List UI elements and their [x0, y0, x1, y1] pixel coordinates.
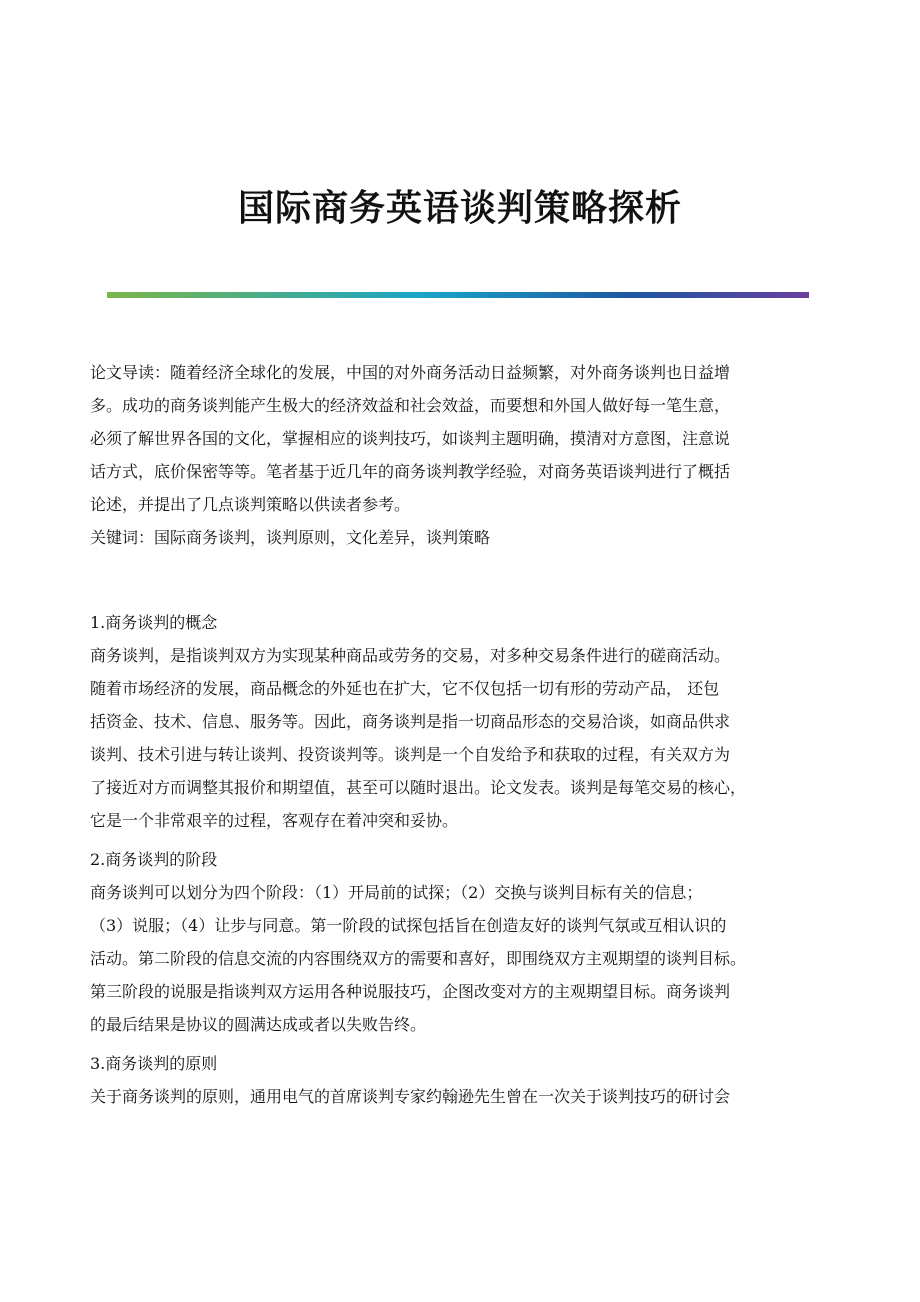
keywords: 关键词：国际商务谈判，谈判原则，文化差异，谈判策略	[90, 528, 491, 547]
section-3	[90, 1047, 842, 1113]
section-1	[90, 606, 842, 837]
paper-body	[90, 356, 842, 1113]
section-line: 随着市场经济的发展，商品概念的外延也在扩大，它不仅包括一切有形的劳动产品， 还包	[90, 679, 720, 698]
abstract-line: 必须了解世界各国的文化，掌握相应的谈判技巧，如谈判主题明确，摸清对方意图，注意说	[90, 429, 731, 448]
section-line: 第三阶段的说服是指谈判双方运用各种说服技巧，企图改变对方的主观期望目标。商务谈判	[90, 982, 731, 1001]
abstract-line: 论文导读：随着经济全球化的发展，中国的对外商务活动日益频繁，对外商务谈判也日益增	[90, 363, 731, 382]
section-line: 它是一个非常艰辛的过程，客观存在着冲突和妥协。	[90, 811, 459, 830]
section-line: 商务谈判，是指谈判双方为实现某种商品或劳务的交易，对多种交易条件进行的磋商活动。	[90, 646, 731, 665]
section-heading: 3.商务谈判的原则	[90, 1054, 218, 1073]
section-line: 谈判、技术引进与转让谈判、投资谈判等。谈判是一个自发给予和获取的过程，有关双方为	[90, 745, 731, 764]
section-heading: 2.商务谈判的阶段	[90, 850, 218, 869]
section-line: （3）说服；（4）让步与同意。第一阶段的试探包括旨在创造友好的谈判气氛或互相认识的	[90, 916, 727, 935]
abstract-line: 话方式，底价保密等等。笔者基于近几年的商务谈判教学经验，对商务英语谈判进行了概括	[90, 462, 731, 481]
abstract-line: 多。成功的商务谈判能产生极大的经济效益和社会效益，而要想和外国人做好每一笔生意，	[90, 396, 731, 415]
section-line: 括资金、技术、信息、服务等。因此，商务谈判是指一切商品形态的交易洽谈，如商品供求	[90, 712, 731, 731]
section-line: 关于商务谈判的原则，通用电气的首席谈判专家约翰逊先生曾在一次关于谈判技巧的研讨会	[90, 1087, 731, 1106]
abstract	[90, 356, 842, 521]
section-heading: 1.商务谈判的概念	[90, 613, 218, 632]
title-divider	[107, 292, 809, 298]
section-line: 了接近对方而调整其报价和期望值，甚至可以随时退出。论文发表。谈判是每笔交易的核心，	[90, 778, 747, 797]
section-2	[90, 843, 842, 1041]
section-line: 活动。第二阶段的信息交流的内容围绕双方的需要和喜好，即围绕双方主观期望的谈判目标。	[90, 949, 747, 968]
section-line: 的最后结果是协议的圆满达成或者以失败告终。	[90, 1015, 427, 1034]
section-line: 商务谈判可以划分为四个阶段：（1）开局前的试探；（2）交换与谈判目标有关的信息；	[90, 883, 703, 902]
abstract-line: 论述，并提出了几点谈判策略以供读者参考。	[90, 495, 411, 514]
paper-title: 国际商务英语谈判策略探析	[237, 188, 682, 229]
